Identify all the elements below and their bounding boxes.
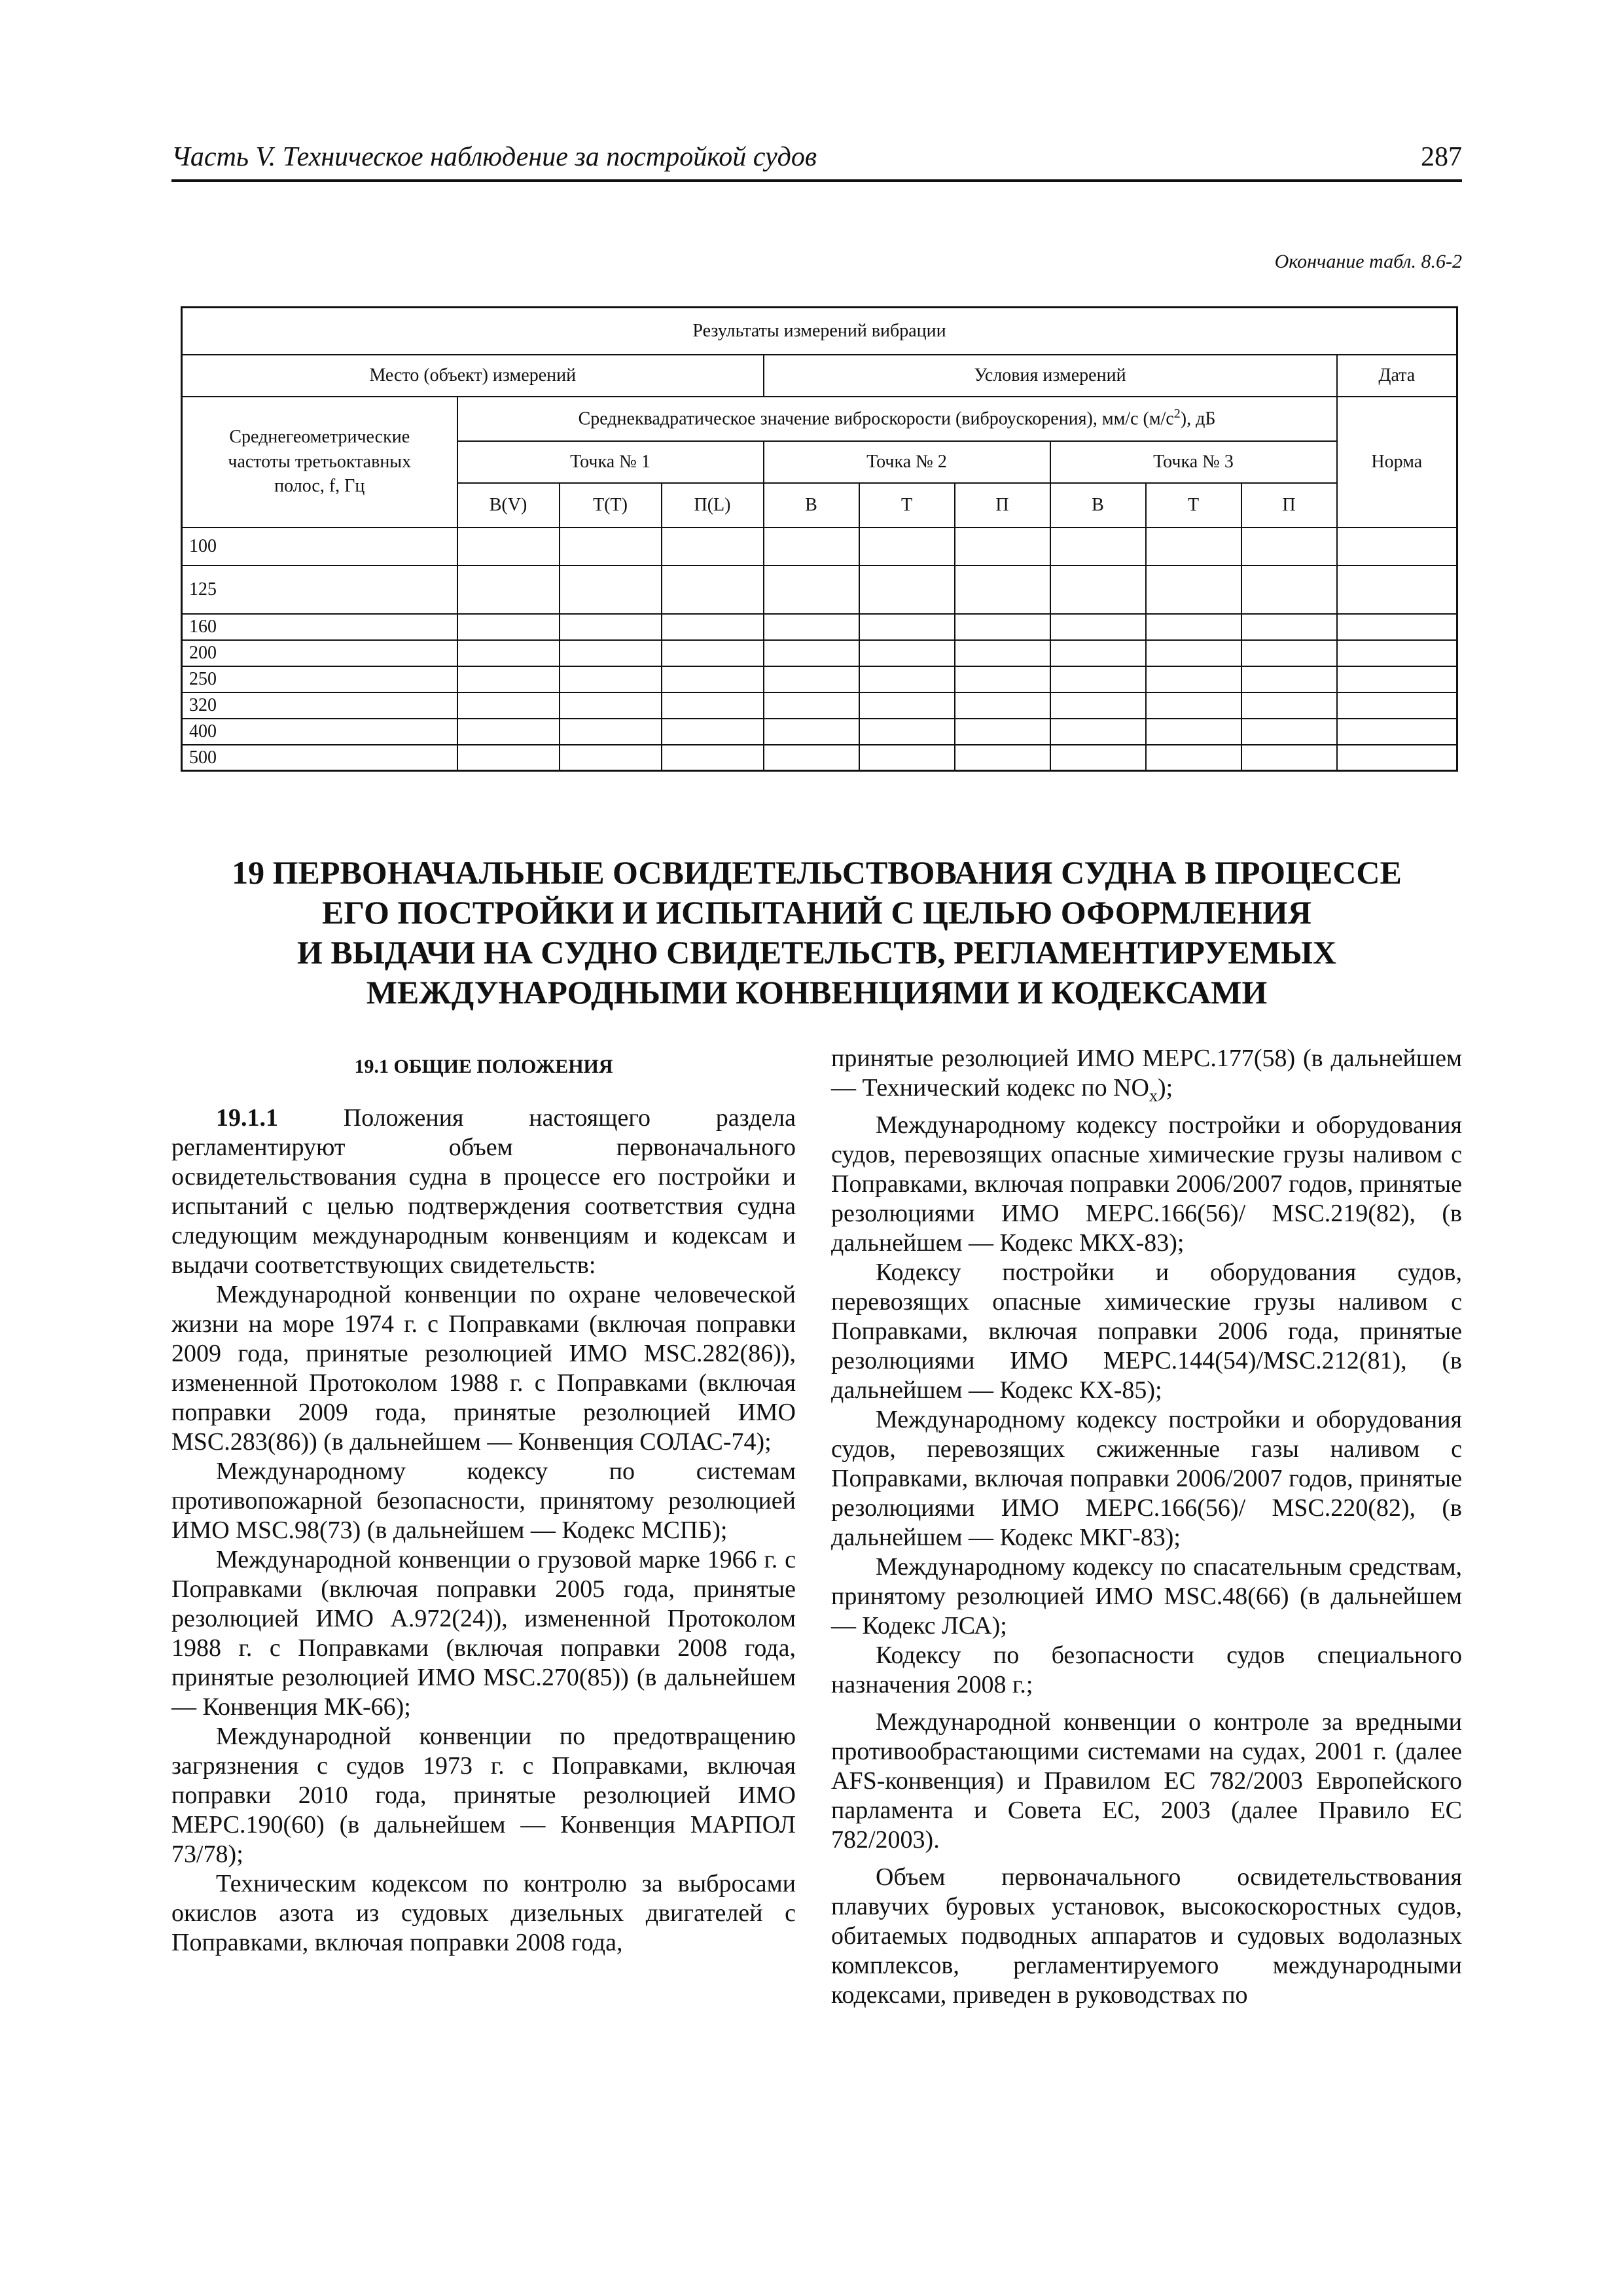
table-row (182, 666, 1457, 692)
section-title-line: 19 ПЕРВОНАЧАЛЬНЫЕ ОСВИДЕТЕЛЬСТВОВАНИЯ СУДНА В ПРОЦЕССЕ (232, 854, 1402, 891)
frequency-cell: 250 (182, 666, 457, 692)
direction-header: В (1050, 483, 1146, 528)
table-row (182, 692, 1457, 719)
table-row (182, 565, 1457, 614)
table-row (182, 614, 1457, 640)
frequency-cell: 200 (182, 640, 457, 666)
direction-header: В(V) (457, 483, 560, 528)
direction-header: Т (1146, 483, 1241, 528)
running-header (171, 135, 1462, 182)
norm-header: Норма (1337, 397, 1457, 528)
paragraph: Международной конвенции по охране человеческой жизни на море 1974 г. с Поправками (включая поправки 2009 года, принятые резолюцией ИМО MSC.282(86)), измененной Протоколом 1988 г. с Поправками (включая поправки 2009 года, принятые резолюцией ИМО MSC.283(86)) (в дальнейшем — Конвенция СОЛАС-74); (171, 1281, 796, 1456)
frequency-cell: 160 (182, 614, 457, 640)
direction-header: П (955, 483, 1050, 528)
table-title: Результаты измерений вибрации (182, 308, 1457, 355)
frequency-cell: 320 (182, 692, 457, 719)
point-3-header: Точка № 3 (1050, 441, 1337, 483)
paragraph: Объем первоначального освидетельствования плавучих буровых установок, высокоскоростных судов, обитаемых подводных аппаратов и судовых водолазных комплексов, регламентируемого международными кодексами, приведен в руководствах по (831, 1863, 1462, 2009)
frequency-header: Среднегеометрические частоты третьоктавных полос, f, Гц (182, 397, 457, 528)
table-row (182, 745, 1457, 771)
paragraph: Техническим кодексом по контролю за выбросами окислов азота из судовых дизельных двигателей с Поправками, включая поправки 2008 года, (171, 1870, 796, 1956)
paragraph: Кодексу по безопасности судов специального назначения 2008 г.; (831, 1641, 1462, 1698)
direction-header: Т(Т) (560, 483, 662, 528)
table-row (182, 528, 1457, 565)
value-header: Среднеквадратическое значение виброскорости (виброускорения), мм/с $(м/с^2)$, дБ (457, 397, 1337, 441)
frequency-cell: 100 (182, 528, 457, 565)
point-2-header: Точка № 2 (764, 441, 1050, 483)
direction-header: В (764, 483, 859, 528)
page-number: 287 (1421, 142, 1462, 172)
direction-header: П(L) (662, 483, 764, 528)
direction-header: Т (859, 483, 955, 528)
paragraph: Международному кодексу постройки и оборудования судов, перевозящих опасные химические грузы наливом с Поправками, включая поправки 2006/2007 годов, принятые резолюциями ИМО МЕРС.166(56)/ MSC.219(82), (в дальнейшем — Кодекс МКХ-83); (831, 1111, 1462, 1257)
section-title-line: ЕГО ПОСТРОЙКИ И ИСПЫТАНИЙ С ЦЕЛЬЮ ОФОРМЛЕНИЯ (322, 894, 1311, 931)
left-column (171, 1044, 796, 1958)
paragraph: 19.1.1 Положения настоящего раздела регламентируют объем первоначального освидетельствования судна в процессе его постройки и испытаний с целью подтверждения соответствия судна следующим международным конвенциям и кодексам и выдачи соответствующих свидетельств: (171, 1104, 796, 1279)
paragraph-number: 19.1.1 (216, 1104, 278, 1132)
frequency-cell: 500 (182, 745, 457, 771)
point-1-header: Точка № 1 (457, 441, 764, 483)
frequency-cell: 400 (182, 719, 457, 745)
paragraph: Кодексу постройки и оборудования судов, перевозящих опасные химические грузы наливом с Поправками, включая поправки 2006 года, принятые резолюциями ИМО МЕРС.144(54)/MSC.212(81), (в дальнейшем — Кодекс КХ-85); (831, 1258, 1462, 1404)
running-header-title: Часть V. Техническое наблюдение за постройкой судов (171, 142, 817, 172)
date-header: Дата (1337, 355, 1457, 397)
direction-header: П (1241, 483, 1337, 528)
vibration-results-table (181, 306, 1458, 772)
table-row (182, 719, 1457, 745)
section-title-line: МЕЖДУНАРОДНЫМИ КОНВЕНЦИЯМИ И КОДЕКСАМИ (366, 974, 1268, 1011)
right-column (831, 1044, 1462, 2010)
section-title-line: И ВЫДАЧИ НА СУДНО СВИДЕТЕЛЬСТВ, РЕГЛАМЕНТИРУЕМЫХ (296, 934, 1337, 971)
paragraph: принятые резолюцией ИМО МЕРС.177(58) (в дальнейшем — Технический кодекс по $NO_x$); (831, 1045, 1462, 1105)
paragraph: Международному кодексу постройки и оборудования судов, перевозящих сжиженные газы наливом с Поправками, включая поправки 2006/2007 годов, принятые резолюциями ИМО МЕРС.166(56)/ MSC.220(82), (в дальнейшем — Кодекс МКГ-83); (831, 1405, 1462, 1551)
paragraph: Международной конвенции о грузовой марке 1966 г. с Поправками (включая поправки 2005 года, принятые резолюцией ИМО А.972(24)), измененной Протоколом 1988 г. с Поправками (включая поправки 2008 года, принятые резолюцией ИМО MSC.270(85)) (в дальнейшем — Конвенция МК-66); (171, 1546, 796, 1721)
paragraph: Международному кодексу по спасательным средствам, принятому резолюцией ИМО MSC.48(66) (в дальнейшем — Кодекс ЛСА); (831, 1552, 1462, 1640)
table-row (182, 640, 1457, 666)
paragraph: Международной конвенции по предотвращению загрязнения с судов 1973 г. с Поправками, включая поправки 2010 года, принятые резолюцией ИМО МЕРС.190(60) (в дальнейшем — Конвенция МАРПОЛ 73/78); (171, 1723, 796, 1868)
paragraph: Международному кодексу по системам противопожарной безопасности, принятому резолюцией ИМО MSC.98(73) (в дальнейшем — Кодекс МСПБ); (171, 1458, 796, 1544)
paragraph: Международной конвенции о контроле за вредными противообрастающими системами на судах, 2001 г. (далее AFS-конвенция) и Правилом ЕС 782/2003 Европейского парламента и Совета ЕС, 2003 (далее Правило ЕС 782/2003). (831, 1708, 1462, 1854)
section-title (171, 853, 1462, 1013)
frequency-cell: 125 (182, 565, 457, 614)
table-continuation-note: Окончание табл. 8.6-2 (1274, 251, 1462, 272)
place-header: Место (объект) измерений (182, 355, 764, 397)
conditions-header: Условия измерений (764, 355, 1337, 397)
subsection-title: 19.1 ОБЩИЕ ПОЛОЖЕНИЯ (354, 1056, 613, 1077)
